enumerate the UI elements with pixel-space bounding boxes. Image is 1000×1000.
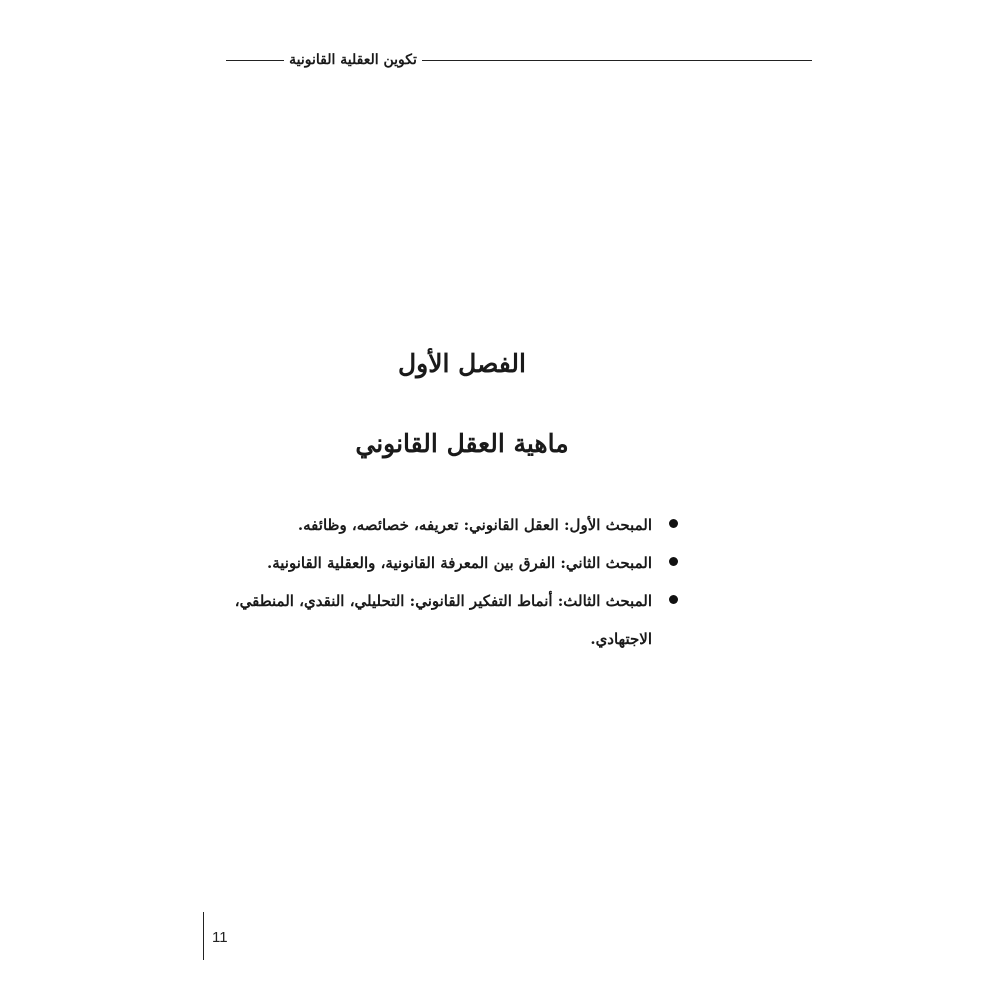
list-item bbox=[220, 582, 682, 658]
sections-list bbox=[220, 506, 682, 658]
page-number: 11 bbox=[212, 929, 228, 946]
header-rule-left bbox=[226, 60, 284, 61]
running-title: تكوين العقلية القانونية bbox=[289, 52, 417, 68]
list-item bbox=[220, 506, 682, 544]
section-text: المبحث الثالث: أنماط التفكير القانوني: التحليلي، النقدي، المنطقي، الاجتهادي. bbox=[234, 592, 652, 648]
section-text: المبحث الأول: العقل القانوني: تعريفه، خصائصه، وظائفه. bbox=[297, 516, 652, 534]
list-item bbox=[220, 544, 682, 582]
bullet-icon bbox=[669, 595, 678, 604]
chapter-title: ماهية العقل القانوني bbox=[355, 429, 569, 458]
running-header bbox=[226, 48, 812, 74]
chapter-label: الفصل الأول bbox=[398, 349, 526, 378]
header-rule-right bbox=[422, 60, 812, 61]
page-number-rule bbox=[203, 912, 204, 960]
bullet-icon bbox=[669, 519, 678, 528]
section-text: المبحث الثاني: الفرق بين المعرفة القانونية، والعقلية القانونية. bbox=[267, 554, 652, 572]
bullet-icon bbox=[669, 557, 678, 566]
